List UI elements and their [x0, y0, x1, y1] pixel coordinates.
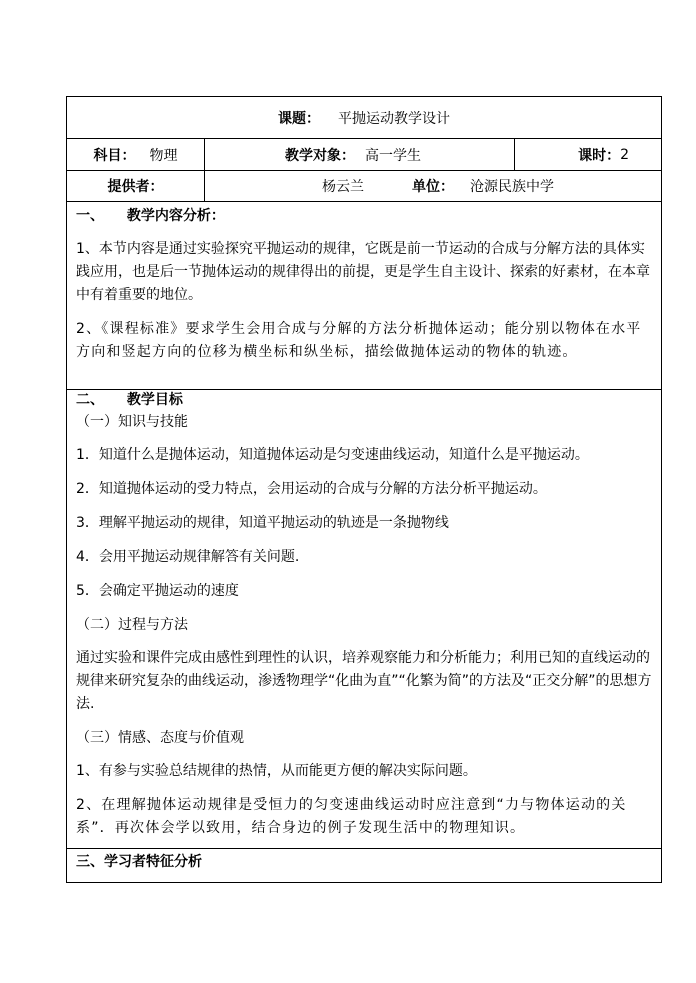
hours-value: 2 — [620, 146, 629, 163]
emotion-paragraph-2: 2、在理解抛体运动规律是受恒力的匀变速曲线运动时应注意到“力与物体运动的关系”．再次体会学以致用，结合身边的例子发现生活中的物理知识。 — [76, 797, 627, 836]
learner-analysis-heading: 三、学习者特征分析 — [76, 854, 202, 870]
provider-name: 杨云兰 — [322, 179, 364, 195]
process-paragraph: 通过实验和课件完成由感性到理性的认识，培养观察能力和分析能力；利用已知的直线运动的规律来研究复杂的曲线运动，渗透物理学“化曲为直”“化繁为简”的方法及“正交分解”的思想方法. — [76, 650, 652, 712]
knowledge-item-3: 3．理解平抛运动的规律，知道平抛运动的轨迹是一条抛物线 — [76, 515, 449, 531]
target-cell — [205, 139, 515, 170]
content-analysis-title: 教学内容分析： — [126, 208, 225, 224]
content-paragraph-2: 2、《课程标准》要求学生会用合成与分解的方法分析抛体运动；能分别以物体在水平方向和竖起方向的位移为横坐标和纵坐标，描绘做抛体运动的物体的轨迹。 — [76, 321, 642, 360]
knowledge-item-1: 1．知道什么是抛体运动，知道抛体运动是匀变速曲线运动，知道什么是平抛运动。 — [76, 447, 589, 463]
content-analysis-heading — [76, 205, 652, 227]
content-paragraph-1: 1、本节内容是通过实验探究平抛运动的规律，它既是前一节运动的合成与分解方法的具体实践应用，也是后一节抛体运动的规律得出的前提，更是学生自主设计、探索的好素材，在本章中有着重要的地位。 — [76, 241, 650, 303]
provider-label: 提供者： — [107, 179, 164, 195]
hours-label: 课时： — [578, 147, 621, 164]
provider-row — [67, 171, 661, 202]
lesson-plan-table — [66, 96, 662, 883]
knowledge-item-5: 5．会确定平抛运动的速度 — [76, 583, 239, 599]
teaching-goals-title: 教学目标 — [126, 392, 183, 408]
subject-value: 物理 — [149, 147, 178, 164]
hours-cell — [515, 139, 661, 170]
teaching-goals-section — [67, 390, 661, 849]
target-value: 高一学生 — [365, 147, 421, 164]
knowledge-item-4: 4．会用平抛运动规律解答有关问题. — [76, 549, 300, 565]
emotion-paragraph-1: 1、有参与实验总结规律的热情，从而能更方便的解决实际问题。 — [76, 763, 477, 779]
subject-label: 科目： — [93, 147, 136, 164]
knowledge-item-2: 2．知道抛体运动的受力特点，会用运动的合成与分解的方法分析平抛运动。 — [76, 481, 547, 497]
unit-value: 沧源民族中学 — [470, 179, 554, 195]
content-analysis-num: 一、 — [76, 208, 104, 224]
provider-label-cell — [67, 171, 205, 201]
learner-analysis-section — [67, 849, 661, 882]
provider-value-cell — [205, 171, 661, 201]
knowledge-subheading: （一）知识与技能 — [76, 414, 188, 430]
content-analysis-section — [67, 205, 661, 390]
target-label: 教学对象： — [285, 147, 355, 164]
topic-row — [67, 97, 661, 139]
subject-cell — [67, 139, 205, 170]
teaching-goals-heading — [76, 390, 652, 410]
emotion-subheading: （三）情感、态度与价值观 — [76, 730, 244, 746]
topic-value: 平抛运动教学设计 — [338, 110, 450, 127]
info-row — [67, 139, 661, 171]
topic-label: 课题： — [278, 110, 320, 127]
process-subheading: （二）过程与方法 — [76, 617, 188, 633]
unit-label: 单位： — [412, 179, 454, 195]
teaching-goals-num: 二、 — [76, 392, 104, 408]
